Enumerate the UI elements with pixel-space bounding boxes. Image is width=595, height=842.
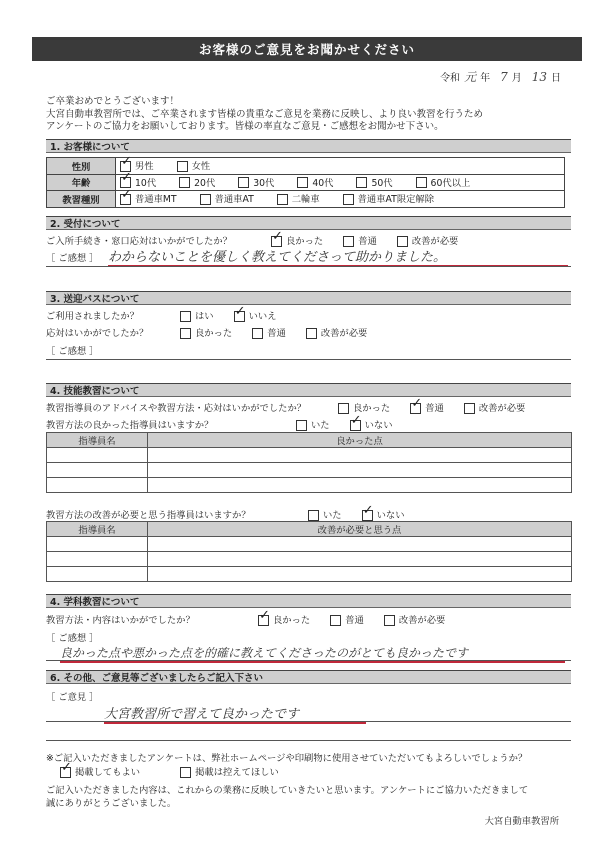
option-mt[interactable]: ✓ 普通車MT	[120, 191, 177, 205]
comment-line	[46, 266, 571, 267]
option-60s-plus[interactable]: 60代以上	[416, 175, 471, 189]
comment-line	[46, 740, 571, 741]
lecture-comment-label: ［ ご感想 ］	[46, 633, 99, 644]
date-era: 令和	[440, 73, 461, 84]
option-motorcycle[interactable]: 二輪車	[277, 191, 320, 205]
bus-usage-row: ご利用されましたか？ はい ✓ いいえ	[46, 308, 297, 322]
checkbox[interactable]	[177, 161, 188, 172]
improve-instructor-table: 指導員名 改善が必要と思う点	[46, 521, 572, 582]
intro-text: ご卒業おめでとうございます！ 大宮自動車教習所では、ご卒業されます皆様の貴重なご意見を業務に反映し、より良い教習を行うため アンケートのご協力をお願いしております。皆様の率直なご意見・ご感想をお聞かせ下さい。	[46, 96, 484, 132]
option-male[interactable]: ✓ 男性	[120, 158, 154, 172]
bus-comment-label: ［ ご感想 ］	[46, 346, 99, 357]
other-comment[interactable]: 大宮教習所で習えて良かったです	[104, 703, 366, 724]
course-type-options	[116, 191, 565, 208]
good-instructor-table: 指導員名 良かった点	[46, 432, 572, 493]
option-at-limit-removal[interactable]: 普通車AT限定解除	[343, 191, 434, 205]
age-options	[116, 174, 565, 191]
section-2-heading: 2. 受付について	[46, 216, 571, 230]
date: 令和 元 年 7 月 13 日	[440, 70, 561, 84]
date-month[interactable]: 7	[500, 70, 508, 84]
lecture-comment[interactable]: 良かった点や悪かった点を的確に教えてくださったのがとても良かったです	[60, 644, 565, 663]
comment-line	[46, 660, 571, 661]
thanks-text: ご記入いただきました内容は、これからの業務に反映していきたいと思います。アンケートにご協力いただきまして 誠にありがとうございました。	[46, 785, 529, 809]
customer-info-table: 性別 ✓ 男性 女性 年齢 ✓ 10代 20代 30代 40代 50代 60代以上 教習種別 ✓ 普通車MT 普通車AT 二輪車 普通車AT限定解除	[46, 157, 565, 208]
option-20s[interactable]: 20代	[179, 175, 215, 189]
comment-line	[46, 721, 571, 722]
page-title: お客様のご意見をお聞かせください	[32, 37, 582, 61]
section-5-heading: 4. 学科教習について	[46, 594, 571, 608]
comment-line	[46, 359, 571, 360]
section-4-heading: 4. 技能教習について	[46, 383, 571, 397]
option-40s[interactable]: 40代	[297, 175, 333, 189]
reception-comment-label: ［ ご感想 ］	[46, 253, 99, 264]
date-day[interactable]: 13	[531, 70, 547, 84]
section-3-heading: 3. 送迎バスについて	[46, 291, 571, 305]
improve-instructor-row: 教習方法の改善が必要と思う指導員はいますか？ いた ✓ いない	[46, 507, 425, 521]
bus-service-row: 応対はいかがでしたか？ 良かった 普通 改善が必要	[46, 328, 368, 339]
option-10s[interactable]: ✓ 10代	[120, 175, 156, 189]
option-at[interactable]: 普通車AT	[200, 191, 254, 205]
consent-question: ※ご記入いただきましたアンケートは、弊社ホームページや印刷物に使用させていただいてもよろしいでしょうか？	[46, 753, 528, 764]
consent-options: ✓ 掲載してもよい 掲載は控えてほしい	[60, 764, 299, 778]
option-female[interactable]: 女性	[177, 158, 211, 172]
reception-comment[interactable]: わからないことを優しく教えてくださって助かりました。	[108, 246, 568, 267]
other-comment-label: ［ ご意見 ］	[46, 692, 99, 703]
section-1-heading: 1. お客様について	[46, 139, 571, 153]
reception-question-row: ご入所手続き・窓口応対はいかがでしたか？ ✓ 良かった 普通 改善が必要	[46, 233, 478, 247]
date-year[interactable]: 元	[464, 70, 477, 84]
option-30s[interactable]: 30代	[238, 175, 274, 189]
organization-name: 大宮自動車教習所	[484, 816, 559, 827]
lecture-question-row: 教習方法・内容はいかがでしたか？ ✓ 良かった 普通 改善が必要	[46, 612, 465, 626]
option-50s[interactable]: 50代	[356, 175, 392, 189]
instructor-advice-row: 教習指導員のアドバイスや教習方法・応対はいかがでしたか？ 良かった ✓ 普通 改善が必要	[46, 400, 525, 414]
gender-options	[116, 158, 565, 175]
good-instructor-row: 教習方法の良かった指導員はいますか？ いた ✓ いない	[46, 417, 413, 431]
section-6-heading: 6. その他、ご意見等ございましたらご記入下さい	[46, 670, 571, 684]
